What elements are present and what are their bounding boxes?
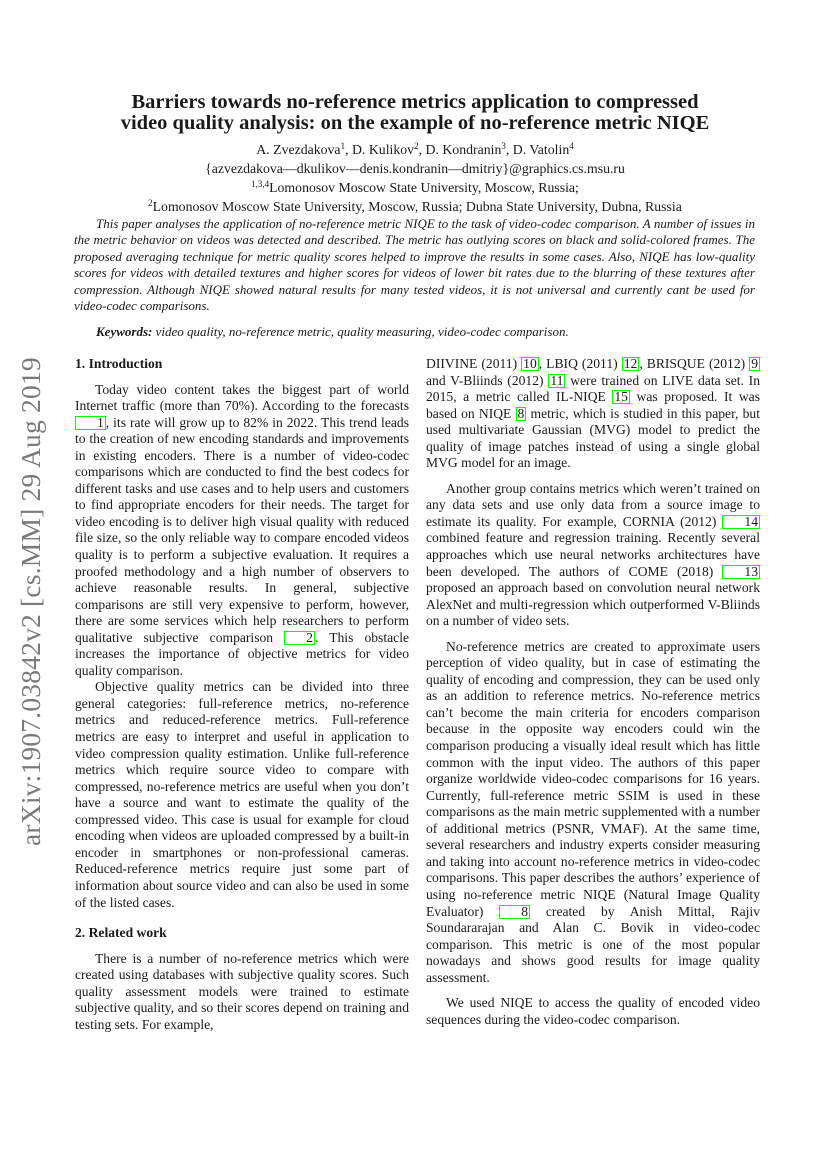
paragraph-text: , its rate will grow up to 82% in 2022. This trend leads to the creation of new encoding standards and improvements in existing encoders. There is a number of video-codec comparisons which are conducted to find the best codecs for different tasks and use cases and to help users and customers to find appropriate encoders for their needs. The target for video encoding is to deliver high visual quality with reduced file size, so the only reliable way to compare encoded videos quality is to perform a subjective evaluation. It requires a proofed methodology and a high number of observers to achieve reasonable results. In general, subjective comparisons are still very expensive to perform, however, there are some services which help researchers to perform qualitative subjective comparison — [75, 414, 409, 645]
affiliation-text: Lomonosov Moscow State University, Moscow, Russia; Dubna State University, Dubna, Russia — [152, 199, 682, 214]
paragraph-text: , BRISQUE (2012) — [639, 356, 750, 371]
paragraph-text: . This obstacle increases the importance of objective metrics for video quality comparison. — [75, 629, 409, 678]
paragraph-text: , LBIQ (2011) — [538, 356, 622, 371]
citation-link[interactable]: 12 — [623, 356, 638, 371]
arxiv-identifier-stamp: arXiv:1907.03842v2 [cs.MM] 29 Aug 2019 — [15, 357, 46, 846]
affiliation-text: Lomonosov Moscow State University, Moscow, Russia; — [269, 180, 579, 195]
author-list: A. Zvezdakova$^1$, D. Kulikov$^2$, D. Kondranin$^3$, D. Vatolin$^4$ — [256, 141, 574, 157]
paragraph-text: proposed an approach based on convolution neural network AlexNet and multi-regression which outperformed V-Bliinds on a number of video sets. — [426, 580, 760, 629]
author-emails: {azvezdakova—dkulikov—denis.kondranin—dmitriy}@graphics.cs.msu.ru — [205, 161, 625, 176]
keywords — [96, 324, 756, 340]
related-paragraph-1-continued — [426, 356, 760, 472]
related-paragraph-2 — [426, 481, 760, 630]
title-line-1: Barriers towards no-reference metrics application to compressed — [131, 91, 699, 113]
paper-header — [70, 92, 760, 216]
citation-link[interactable]: 14 — [722, 515, 760, 529]
citation-link[interactable]: 10 — [523, 356, 537, 371]
author-affiliation-mark: 3 — [501, 141, 506, 151]
author-name: D. Kulikov — [351, 142, 415, 157]
citation-link[interactable]: 8 — [517, 405, 525, 421]
paragraph-text: were trained on LIVE data set. In 2015, a metric called IL-NIQE — [426, 372, 760, 405]
left-column — [75, 356, 409, 1033]
affiliation-mark: 2 — [148, 198, 153, 208]
citation-link[interactable]: 1 — [75, 416, 106, 430]
paragraph-text: Another group contains metrics which weren’t trained on any data sets and use only data from a source image to estimate its quality. For example, CORNIA (2012) — [426, 480, 760, 529]
paragraph-text: metric, which is studied in this paper, but used multivariate Gaussian (MVG) model to predict the quality of image patches instead of using a single global MVG model for an image. — [426, 405, 760, 471]
citation-link[interactable]: 13 — [722, 565, 760, 579]
paragraph-text: was proposed. It was based on NIQE — [426, 389, 760, 421]
abstract: This paper analyses the application of no-reference metric NIQE to the task of video-codec comparison. A number of issues in the metric behavior on videos was detected and described. The metric has outlying scores on black and solid-colored frames. The proposed averaging technique for metric quality scores helped to improve the results in some cases. Also, NIQE has low-quality scores for videos with detailed textures and higher scores for videos of lower bit rates due to the blurring of these textures after compression. Although NIQE showed natural results for many tested videos, it is not universal and currently cant be used for video-codec comparisons. — [74, 216, 755, 314]
related-paragraph-3 — [426, 639, 760, 986]
paragraph-text: and V-Bliinds (2012) — [426, 372, 549, 388]
paragraph-text: combined feature and regression training. Recently several approaches which use neural networks architectures have been developed. The authors of COME (2018) — [426, 530, 760, 579]
author-name: A. Zvezdakova — [256, 142, 341, 157]
author-affiliation-mark: 2 — [414, 141, 419, 151]
affiliation-1 — [70, 178, 760, 197]
citation-link[interactable]: 2 — [284, 631, 315, 645]
paper-title — [70, 92, 760, 134]
intro-paragraph-2: Objective quality metrics can be divided into three general categories: full-reference metrics, no-reference metrics and reduced-reference metrics. Full-reference metrics are easy to interpret and useful in application to video compression quality estimation. Unlike full-reference metrics which require source video to compare with compressed, no-reference metrics are useful when you don’t have a source and want to estimate the quality of the compressed video. This case is usual for example for cloud encoding when videos are uploaded compressed by a built-in encoder in smartphones or non-professional cameras. Reduced-reference metrics require just some part of information about source video and can also be used in some of the listed cases. — [75, 679, 409, 910]
title-line-2: video quality analysis: on the example of no-reference metric NIQE — [120, 112, 710, 134]
intro-paragraph-1 — [75, 382, 409, 680]
paragraph-text: created by Anish Mittal, Rajiv Soundararajan and Alan C. Bovik in video-codec comparison. This metric is one of the most popular nowadays and shows good results for image quality assessment. — [426, 903, 760, 985]
citation-link[interactable]: 8 — [499, 905, 530, 919]
affiliation-2 — [70, 197, 760, 216]
related-paragraph-4: We used NIQE to access the quality of encoded video sequences during the video-codec comparison. — [426, 995, 760, 1027]
right-column — [426, 356, 760, 1028]
keywords-text: video quality, no-reference metric, quality measuring, video-codec comparison. — [155, 324, 569, 339]
author-affiliation-mark: 4 — [569, 141, 574, 151]
author-affiliation-mark: 1 — [340, 141, 346, 151]
paragraph-text: Today video content takes the biggest part of world Internet traffic (more than 70%). According to the forecasts — [75, 381, 409, 414]
paragraph-text: No-reference metrics are created to approximate users perception of video quality, but in case of estimating the quality of encoding and compression, they can be used only as an addition to reference metrics. No-reference metrics can’t become the main criteria for encoders comparison because in the opposite way encoders could win the comparison producing a visually ideal result which has little common with the input video. The authors of this paper organize worldwide video-codec comparisons for 16 years. Currently, full-reference metric SSIM is used in these comparisons as the main metric supplemented with a number of additional metrics (PSNR, VMAF). At the same time, several researchers and industry experts consider measuring and taking into account no-reference metrics in video-codec comparisons. This paper describes the authors’ experience of using no-reference metric NIQE (Natural Image Quality Evaluator) — [426, 638, 760, 919]
related-paragraph-1: There is a number of no-reference metrics which were created using databases with subjective quality scores. Such quality assessment models were trained to estimate subjective quality, and so their scores depend on training and testing sets. For example, — [75, 950, 409, 1032]
citation-link[interactable]: 9 — [751, 356, 759, 371]
author-name: D. Vatolin — [512, 142, 570, 157]
paragraph-text: DIIVINE (2011) — [426, 356, 522, 371]
author-name: D. Kondranin — [425, 142, 502, 157]
section-heading-related-work: 2. Related work — [75, 925, 167, 941]
citation-link[interactable]: 15 — [614, 389, 628, 405]
affiliation-mark: 1,3,4 — [251, 179, 270, 189]
citation-link[interactable]: 11 — [550, 372, 564, 388]
section-heading-introduction: 1. Introduction — [75, 356, 163, 371]
keywords-label: Keywords: — [96, 324, 153, 339]
